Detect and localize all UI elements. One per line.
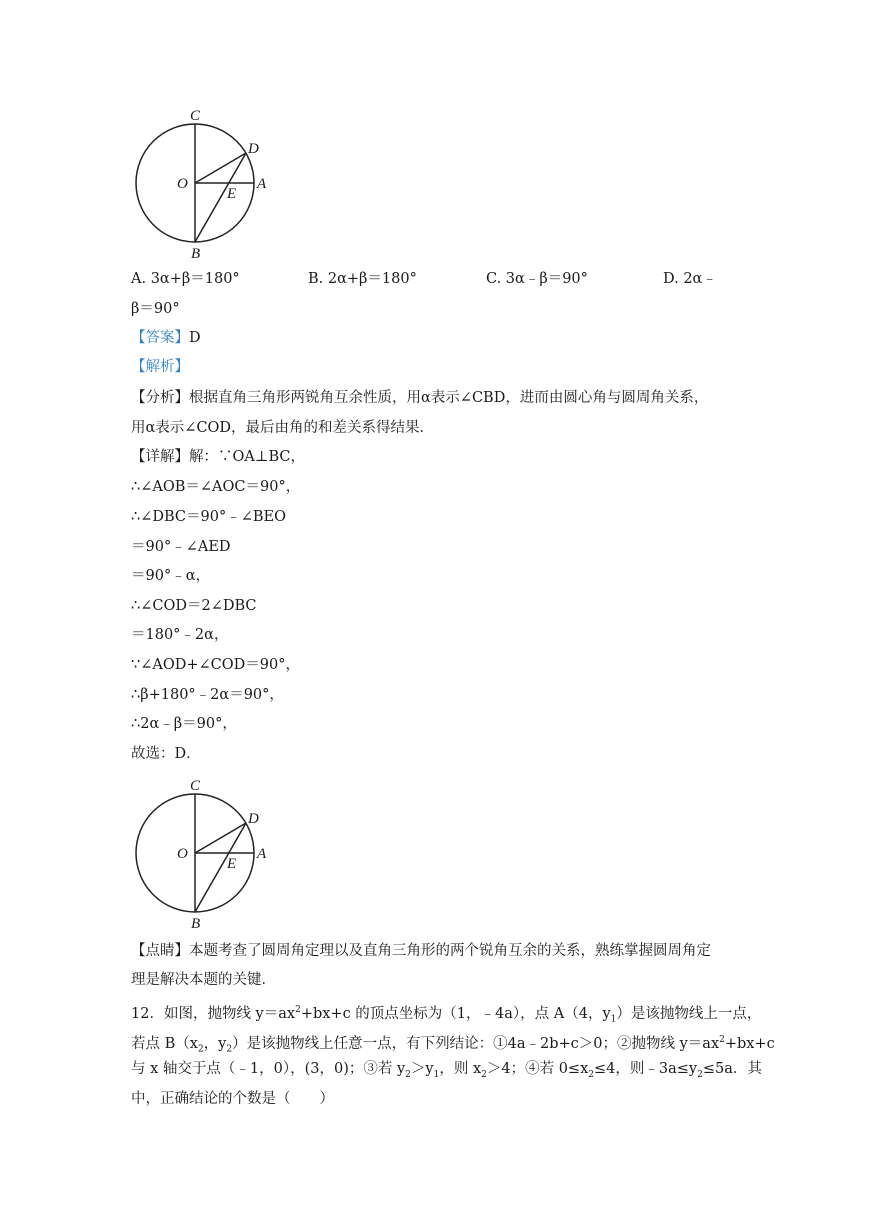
step-3: ∴∠DBC＝90°﹣∠BEO: [131, 509, 286, 525]
label-d: D: [248, 141, 259, 157]
answer-tag: 【答案】: [131, 330, 189, 346]
option-b: B. 2α+β＝180°: [308, 271, 417, 287]
answer-line: [131, 328, 201, 348]
q12-line-4: 中，正确结论的个数是（ ）: [131, 1091, 334, 1107]
step-2: ∴∠AOB＝∠AOC＝90°，: [131, 479, 301, 495]
subscript: 2: [481, 1069, 487, 1080]
label-c: C: [190, 108, 201, 124]
fenxi-tag: 【分析】: [131, 390, 189, 406]
label-o: O: [177, 846, 188, 862]
q12-text: ≤4，则﹣3a≤y: [594, 1061, 698, 1077]
circle-diagram-bottom: [125, 775, 275, 935]
option-d: D. 2α﹣: [663, 271, 717, 287]
step-8: ∵∠AOD+∠COD＝90°，: [131, 657, 300, 673]
option-a: A. 3α+β＝180°: [131, 271, 240, 287]
subscript: 2: [226, 1044, 233, 1055]
step-4: ＝90°﹣∠AED: [131, 539, 231, 555]
analysis-tag: 【解析】: [131, 359, 189, 375]
dianjing-tag: 【点睛】: [131, 943, 189, 959]
dianjing-text-1: 本题考查了圆周角定理以及直角三角形的两个锐角互余的关系，熟练掌握圆周角定: [189, 943, 711, 959]
q12-text: ＞4；④若 0≤x: [486, 1061, 589, 1077]
q12-text: ＞y: [410, 1061, 434, 1077]
step-10: ∴2α﹣β＝90°，: [131, 716, 237, 732]
step-6: ∴∠COD＝2∠DBC: [131, 598, 257, 614]
q12-line-3: [131, 1059, 762, 1085]
q12-text: ）是该抛物线上一点，: [616, 1005, 762, 1022]
q12-text: ，y: [203, 1035, 227, 1052]
label-a: A: [257, 176, 267, 192]
label-o: O: [177, 176, 188, 192]
answer-value: D: [189, 330, 201, 346]
option-d-continued: β＝90°: [131, 301, 180, 317]
q12-text: +bx+c: [724, 1035, 775, 1052]
step-1: 【详解】解：∵OA⊥BC，: [131, 449, 306, 465]
option-c: C. 3α﹣β＝90°: [486, 271, 588, 287]
step-9: ∴β+180°﹣2α＝90°，: [131, 687, 284, 703]
comment-line-1: [131, 941, 711, 961]
q12-text: ，则 x: [439, 1061, 482, 1077]
subscript: 2: [697, 1069, 703, 1080]
label-e: E: [227, 186, 237, 202]
superscript: 2: [719, 1035, 725, 1045]
subscript: 2: [588, 1069, 594, 1080]
label-b: B: [191, 246, 201, 262]
q12-text: 与 x 轴交于点（﹣1，0），(3，0)；③若 y: [131, 1061, 406, 1077]
label-d: D: [248, 811, 259, 827]
analysis-line-2: 用α表示∠COD，最后由角的和差关系得结果．: [131, 420, 435, 436]
subscript: 1: [433, 1069, 440, 1080]
step-11: 故选：D．: [131, 746, 201, 762]
superscript: 2: [295, 1005, 301, 1015]
q12-text: ≤5a．其: [702, 1061, 762, 1077]
q12-line-1: [131, 1000, 761, 1030]
subscript: 1: [610, 1014, 617, 1025]
q12-line-2: [131, 1030, 775, 1060]
q12-text: +bx+c 的顶点坐标为（1，﹣4a），点 A（4，y: [300, 1005, 611, 1022]
label-b: B: [191, 916, 201, 932]
comment-line-2: 理是解决本题的关键．: [131, 972, 276, 988]
subscript: 2: [197, 1044, 204, 1055]
step-7: ＝180°﹣2α，: [131, 627, 229, 643]
circle-diagram-top: [125, 105, 275, 265]
q12-text: ）是该抛物线上任意一点，有下列结论：①4a﹣2b+c＞0；②抛物线 y＝ax: [232, 1035, 720, 1052]
step-5: ＝90°﹣α，: [131, 568, 210, 584]
analysis-line-1: [131, 388, 708, 408]
label-e: E: [227, 856, 237, 872]
subscript: 2: [405, 1069, 411, 1080]
q12-text: 若点 B（x: [131, 1035, 198, 1052]
fenxi-text-1: 根据直角三角形两锐角互余性质，用α表示∠CBD，进而由圆心角与圆周角关系，: [189, 390, 709, 406]
label-c: C: [190, 778, 201, 794]
label-a: A: [257, 846, 267, 862]
q12-text: 12．如图，抛物线 y＝ax: [131, 1005, 296, 1022]
